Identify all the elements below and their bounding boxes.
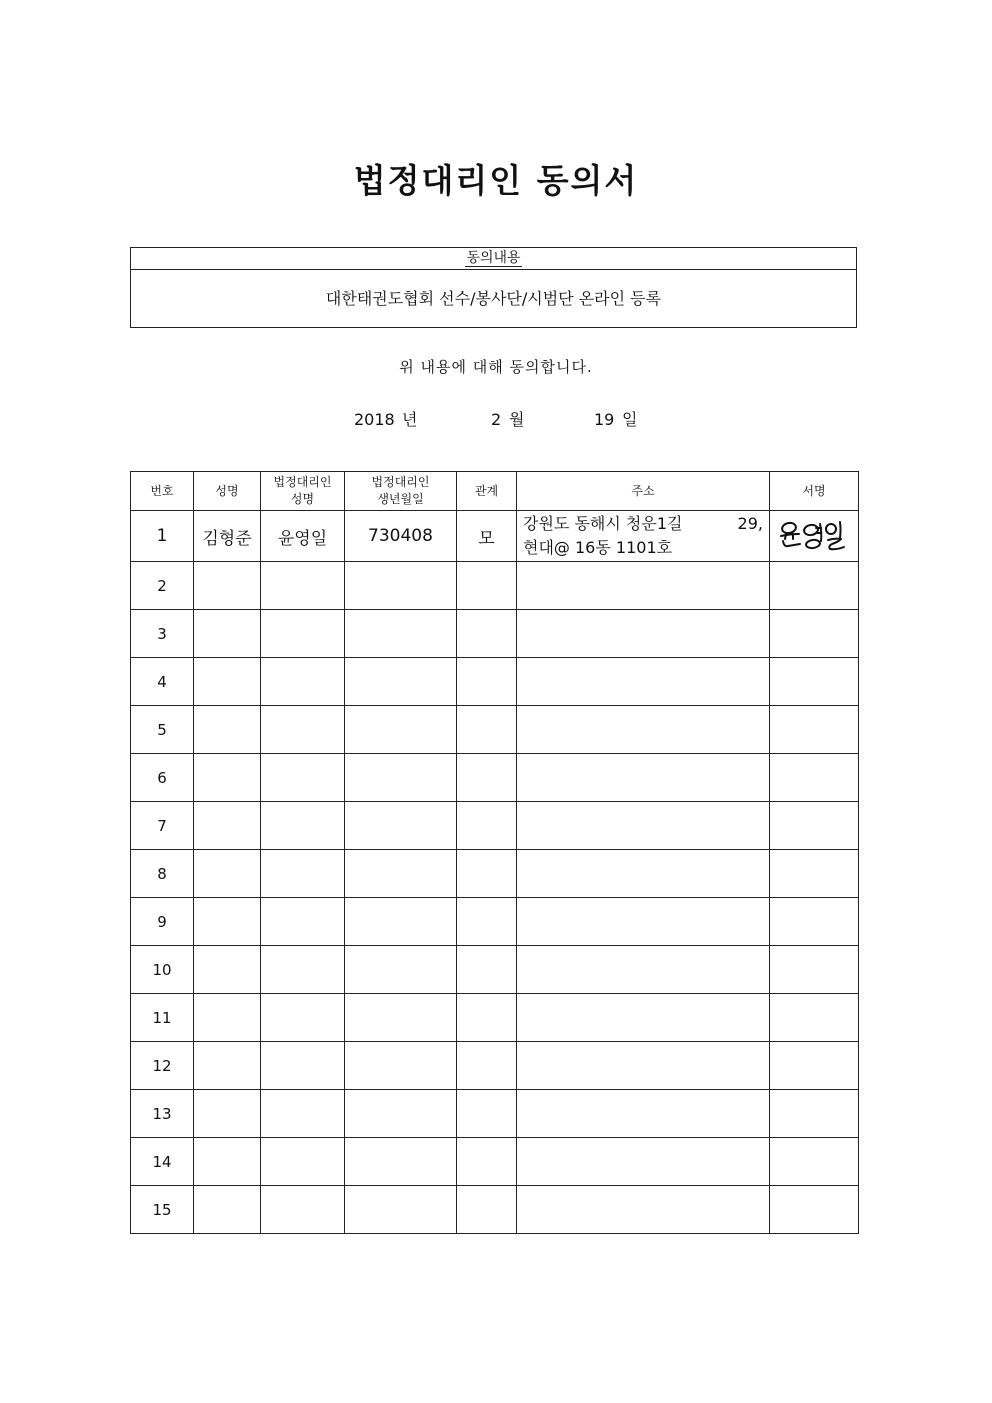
table-row <box>131 802 859 850</box>
table-row <box>131 610 859 658</box>
cell-no: 2 <box>131 562 194 610</box>
table-header-row <box>131 472 859 511</box>
header-rep-name-line2: 성명 <box>290 492 315 506</box>
cell-signature <box>770 994 859 1042</box>
document-title: 법정대리인 동의서 <box>353 161 639 200</box>
address-line2: 현대@ 16동 1101호 <box>523 538 673 557</box>
table-row <box>131 511 859 562</box>
table-row <box>131 946 859 994</box>
cell-relation <box>457 898 517 946</box>
cell-signature <box>770 562 859 610</box>
cell-no: 7 <box>131 802 194 850</box>
cell-address <box>517 850 770 898</box>
table-row <box>131 994 859 1042</box>
cell-address <box>517 754 770 802</box>
cell-rep-birth <box>345 1090 457 1138</box>
header-rep-birth <box>345 472 457 511</box>
cell-name: 김형준 <box>194 511 261 562</box>
cell-name <box>194 802 261 850</box>
cell-relation <box>457 802 517 850</box>
cell-no: 4 <box>131 658 194 706</box>
header-rep-name-line1: 법정대리인 <box>273 475 332 489</box>
cell-relation <box>457 706 517 754</box>
cell-name <box>194 994 261 1042</box>
date-year: 2018 <box>354 410 395 429</box>
cell-rep-birth <box>345 658 457 706</box>
date-month: 2 <box>491 410 502 429</box>
cell-signature <box>770 802 859 850</box>
date-year-label: 년 <box>402 410 418 429</box>
cell-no: 5 <box>131 706 194 754</box>
header-no: 번호 <box>131 472 194 511</box>
cell-signature <box>770 1042 859 1090</box>
cell-address <box>517 898 770 946</box>
cell-name <box>194 754 261 802</box>
cell-rep-birth <box>345 1042 457 1090</box>
cell-no: 11 <box>131 994 194 1042</box>
cell-address <box>517 706 770 754</box>
cell-relation <box>457 658 517 706</box>
cell-rep-birth <box>345 946 457 994</box>
cell-no: 14 <box>131 1138 194 1186</box>
cell-rep-name <box>261 562 345 610</box>
cell-rep-birth <box>345 802 457 850</box>
cell-rep-name <box>261 850 345 898</box>
cell-name <box>194 1090 261 1138</box>
cell-no: 13 <box>131 1090 194 1138</box>
cell-rep-name <box>261 1186 345 1234</box>
cell-no: 8 <box>131 850 194 898</box>
header-signature: 서명 <box>770 472 859 511</box>
consent-header <box>131 248 856 270</box>
cell-rep-birth <box>345 898 457 946</box>
cell-name <box>194 850 261 898</box>
cell-rep-name <box>261 802 345 850</box>
cell-rep-name <box>261 898 345 946</box>
cell-relation <box>457 1138 517 1186</box>
cell-address <box>517 994 770 1042</box>
cell-no: 1 <box>131 511 194 562</box>
cell-relation <box>457 562 517 610</box>
cell-rep-name <box>261 946 345 994</box>
cell-name <box>194 1186 261 1234</box>
cell-rep-birth <box>345 850 457 898</box>
cell-signature <box>770 898 859 946</box>
cell-rep-birth <box>345 1138 457 1186</box>
cell-relation <box>457 1186 517 1234</box>
table-row <box>131 658 859 706</box>
header-address: 주소 <box>517 472 770 511</box>
consent-content: 대한태권도협회 선수/봉사단/시범단 온라인 등록 <box>325 289 662 308</box>
cell-rep-birth <box>345 754 457 802</box>
header-name: 성명 <box>194 472 261 511</box>
cell-address <box>517 1042 770 1090</box>
cell-rep-birth: 730408 <box>345 511 457 562</box>
table-row <box>131 1186 859 1234</box>
cell-no: 15 <box>131 1186 194 1234</box>
cell-address <box>517 610 770 658</box>
cell-name <box>194 946 261 994</box>
cell-rep-name <box>261 658 345 706</box>
date-day-label: 일 <box>622 410 638 429</box>
cell-address <box>517 1090 770 1138</box>
cell-address <box>517 802 770 850</box>
cell-relation: 모 <box>457 511 517 562</box>
consent-header-label: 동의내용 <box>466 250 521 266</box>
cell-relation <box>457 610 517 658</box>
agreement-statement: 위 내용에 대해 동의합니다. <box>399 358 593 376</box>
cell-signature <box>770 1138 859 1186</box>
cell-address <box>517 511 770 562</box>
cell-rep-name <box>261 706 345 754</box>
cell-rep-name <box>261 1090 345 1138</box>
table-row <box>131 898 859 946</box>
cell-rep-name <box>261 610 345 658</box>
cell-signature <box>770 1090 859 1138</box>
cell-signature <box>770 610 859 658</box>
cell-relation <box>457 994 517 1042</box>
cell-signature <box>770 1186 859 1234</box>
address-line1-a: 강원도 동해시 청운1길 <box>523 514 683 533</box>
table-row <box>131 1042 859 1090</box>
header-rep-name <box>261 472 345 511</box>
cell-no: 12 <box>131 1042 194 1090</box>
date-month-label: 월 <box>509 410 525 429</box>
table-row <box>131 1090 859 1138</box>
cell-name <box>194 1042 261 1090</box>
cell-no: 6 <box>131 754 194 802</box>
cell-rep-name <box>261 994 345 1042</box>
address-line1-b: 29, <box>737 514 763 533</box>
cell-no: 3 <box>131 610 194 658</box>
cell-signature <box>770 511 859 562</box>
cell-name <box>194 658 261 706</box>
cell-signature <box>770 754 859 802</box>
cell-relation <box>457 1042 517 1090</box>
cell-relation <box>457 850 517 898</box>
cell-name <box>194 898 261 946</box>
cell-rep-birth <box>345 610 457 658</box>
cell-name <box>194 610 261 658</box>
cell-relation <box>457 946 517 994</box>
cell-rep-name <box>261 754 345 802</box>
table-row <box>131 706 859 754</box>
cell-no: 9 <box>131 898 194 946</box>
registration-table <box>130 471 859 1234</box>
cell-relation <box>457 1090 517 1138</box>
cell-address <box>517 562 770 610</box>
cell-address <box>517 946 770 994</box>
header-relation: 관계 <box>457 472 517 511</box>
cell-relation <box>457 754 517 802</box>
cell-rep-name: 윤영일 <box>261 511 345 562</box>
cell-no: 10 <box>131 946 194 994</box>
table-row <box>131 754 859 802</box>
table-row <box>131 1138 859 1186</box>
cell-rep-birth <box>345 706 457 754</box>
address-line1 <box>523 512 763 536</box>
header-rep-birth-line2: 생년월일 <box>377 492 424 506</box>
cell-signature <box>770 658 859 706</box>
cell-signature <box>770 706 859 754</box>
cell-rep-name <box>261 1138 345 1186</box>
cell-rep-birth <box>345 1186 457 1234</box>
cell-address <box>517 1186 770 1234</box>
cell-name <box>194 1138 261 1186</box>
header-rep-birth-line1: 법정대리인 <box>371 475 430 489</box>
cell-address <box>517 658 770 706</box>
cell-rep-birth <box>345 562 457 610</box>
cell-name <box>194 562 261 610</box>
cell-signature <box>770 946 859 994</box>
cell-rep-name <box>261 1042 345 1090</box>
cell-name <box>194 706 261 754</box>
cell-signature <box>770 850 859 898</box>
consent-box <box>130 247 857 328</box>
cell-rep-birth <box>345 994 457 1042</box>
handwritten-signature <box>778 519 850 553</box>
cell-address <box>517 1138 770 1186</box>
table-row <box>131 562 859 610</box>
date-day: 19 <box>594 410 615 429</box>
table-row <box>131 850 859 898</box>
